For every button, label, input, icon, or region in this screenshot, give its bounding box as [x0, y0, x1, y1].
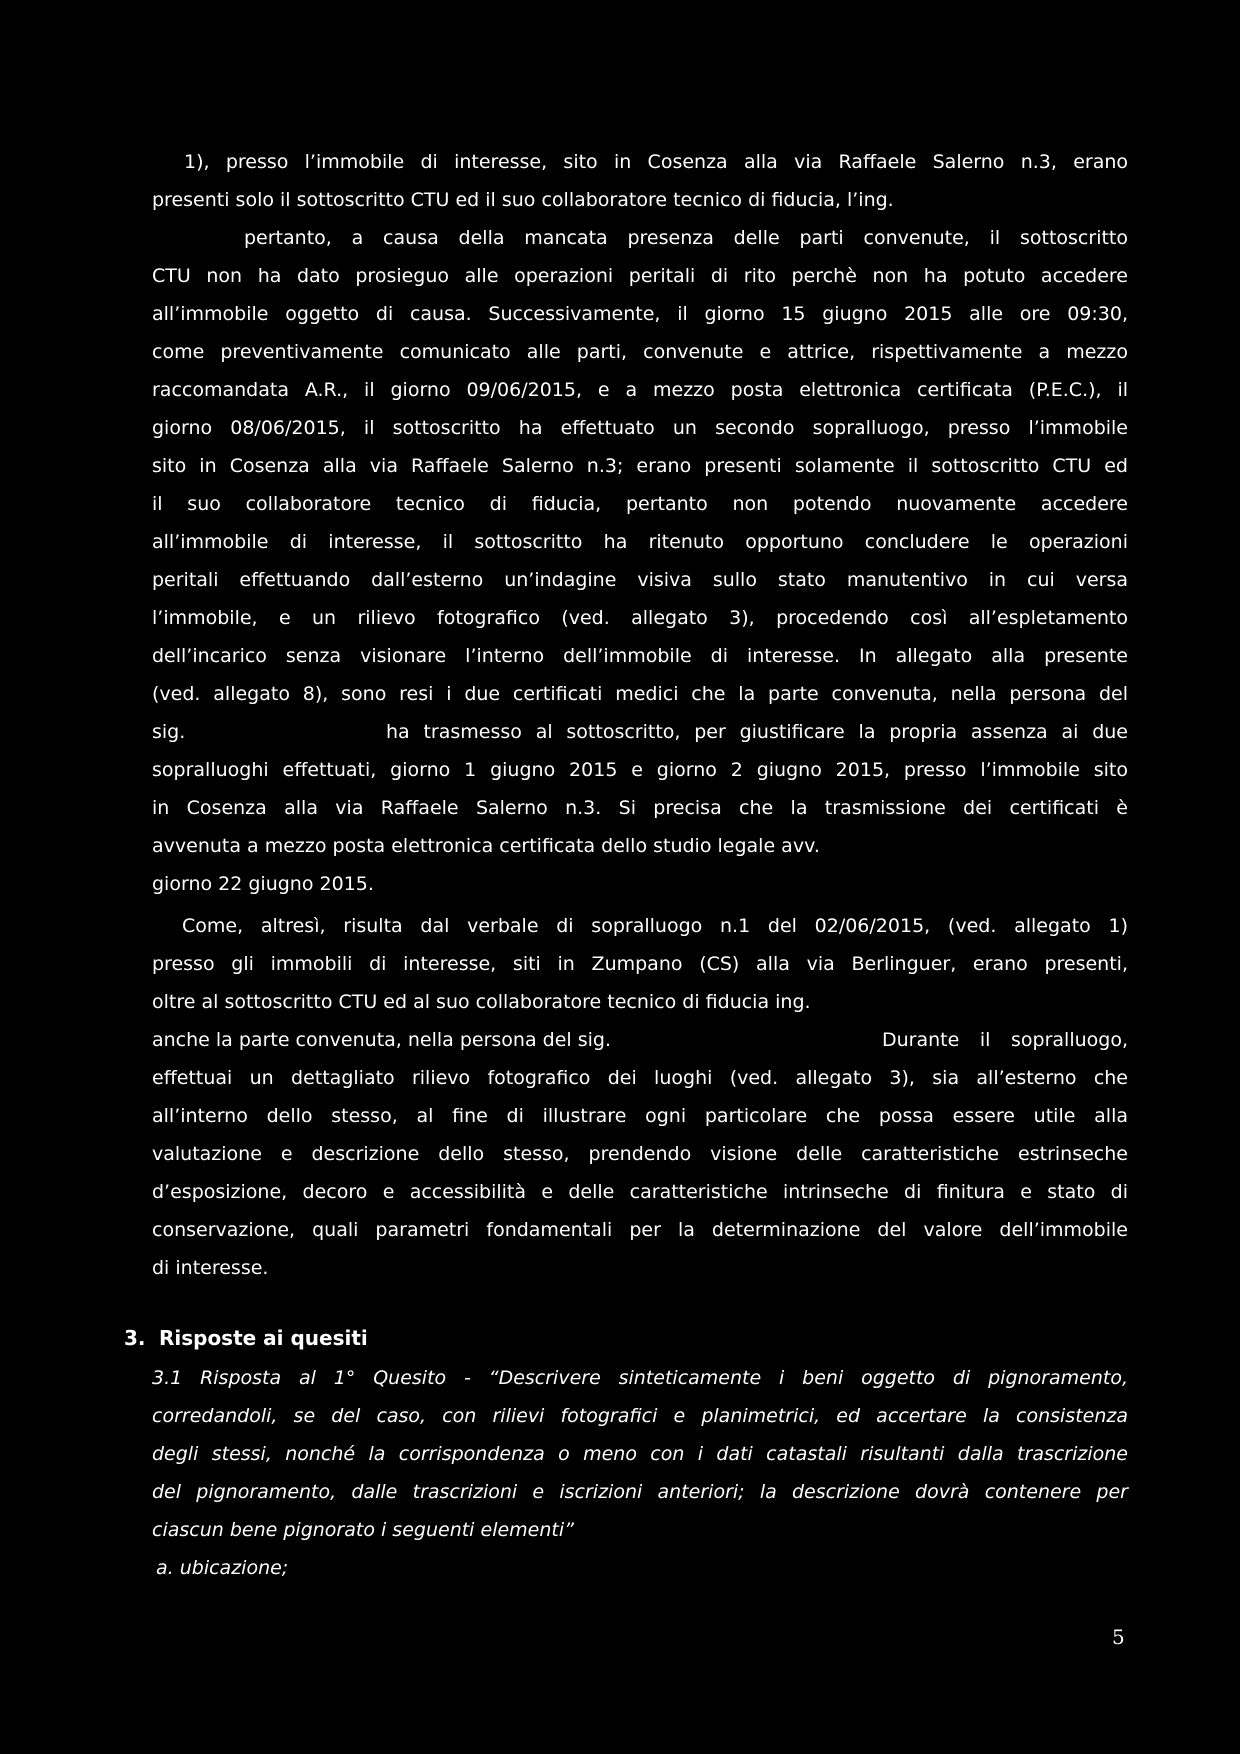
body-line: CTU non ha dato prosieguo alle operazioni peritali di rito perchè non ha potuto accedere: [152, 265, 1128, 287]
section-title: Risposte ai quesiti: [158, 1326, 368, 1350]
body-line: peritali effettuando dall’esterno un’indagine visiva sullo stato manutentivo in cui versa: [152, 569, 1128, 591]
body-line: di interesse.: [152, 1257, 269, 1279]
section-heading: [124, 1326, 368, 1350]
body-line-continued: Durante il sopralluogo,: [882, 1029, 1128, 1051]
question-line: 3.1 Risposta al 1° Quesito - “Descrivere sinteticamente i beni oggetto di pignoramento,: [152, 1367, 1128, 1389]
page-number: 5: [1112, 1625, 1125, 1649]
body-line: avvenuta a mezzo posta elettronica certificata dello studio legale avv.: [152, 835, 820, 857]
body-line: presenti solo il sottoscritto CTU ed il suo collaboratore tecnico di fiducia, l’ing.: [152, 189, 894, 211]
body-line: 1), presso l’immobile di interesse, sito in Cosenza alla via Raffaele Salerno n.3, erano: [184, 151, 1128, 173]
body-line-continued: ha trasmesso al sottoscritto, per giustificare la propria assenza ai due: [386, 721, 1128, 743]
body-line: effettuai un dettagliato rilievo fotografico dei luoghi (ved. allegato 3), sia all’esterno che: [152, 1067, 1128, 1089]
body-line: dell’incarico senza visionare l’interno dell’immobile di interesse. In allegato alla presente: [152, 645, 1128, 667]
body-line: all’interno dello stesso, al fine di illustrare ogni particolare che possa essere utile alla: [152, 1105, 1128, 1127]
body-line: Come, altresì, risulta dal verbale di sopralluogo n.1 del 02/06/2015, (ved. allegato 1): [182, 915, 1128, 937]
body-line: giorno 22 giugno 2015.: [152, 873, 374, 895]
body-line: d’esposizione, decoro e accessibilità e delle caratteristiche intrinseche di finitura e stato di: [152, 1181, 1128, 1203]
body-line: l’immobile, e un rilievo fotografico (ved. allegato 3), procedendo così all’espletamento: [152, 607, 1128, 629]
body-line-start: sig.: [152, 721, 186, 743]
body-line: all’immobile oggetto di causa. Successivamente, il giorno 15 giugno 2015 alle ore 09:30,: [152, 303, 1128, 325]
body-line: sito in Cosenza alla via Raffaele Salerno n.3; erano presenti solamente il sottoscritto CTU ed: [152, 455, 1128, 477]
question-line: ciascun bene pignorato i seguenti elementi”: [152, 1519, 574, 1541]
body-line: valutazione e descrizione dello stesso, prendendo visione delle caratteristiche estrinseche: [152, 1143, 1128, 1165]
body-line: all’immobile di interesse, il sottoscritto ha ritenuto opportuno concludere le operazioni: [152, 531, 1128, 553]
body-line: oltre al sottoscritto CTU ed al suo collaboratore tecnico di fiducia ing.: [152, 991, 811, 1013]
body-line: sopralluoghi effettuati, giorno 1 giugno 2015 e giorno 2 giugno 2015, presso l’immobile sito: [152, 759, 1128, 781]
body-line: (ved. allegato 8), sono resi i due certificati medici che la parte convenuta, nella persona del: [152, 683, 1128, 705]
body-line: raccomandata A.R., il giorno 09/06/2015, e a mezzo posta elettronica certificata (P.E.C.), il: [152, 379, 1128, 401]
question-line: corredandoli, se del caso, con rilievi fotografici e planimetrici, ed accertare la consistenza: [152, 1405, 1128, 1427]
body-line: come preventivamente comunicato alle parti, convenute e attrice, rispettivamente a mezzo: [152, 341, 1128, 363]
body-line: presso gli immobili di interesse, siti in Zumpano (CS) alla via Berlinguer, erano presenti,: [152, 953, 1128, 975]
body-line: conservazione, quali parametri fondamentali per la determinazione del valore dell’immobile: [152, 1219, 1128, 1241]
list-item-ubicazione: a. ubicazione;: [156, 1557, 289, 1579]
question-line: degli stessi, nonché la corrispondenza o meno con i dati catastali risultanti dalla trascrizione: [152, 1443, 1128, 1465]
body-line-start: anche la parte convenuta, nella persona del sig.: [152, 1029, 611, 1051]
section-number: 3.: [124, 1326, 146, 1350]
body-line: il suo collaboratore tecnico di fiducia, pertanto non potendo nuovamente accedere: [152, 493, 1128, 515]
body-line: giorno 08/06/2015, il sottoscritto ha effettuato un secondo sopralluogo, presso l’immobile: [152, 417, 1128, 439]
body-line: in Cosenza alla via Raffaele Salerno n.3. Si precisa che la trasmissione dei certificati è: [152, 797, 1128, 819]
question-line: del pignoramento, dalle trascrizioni e iscrizioni anteriori; la descrizione dovrà contenere per: [152, 1481, 1128, 1503]
body-line: pertanto, a causa della mancata presenza delle parti convenute, il sottoscritto: [244, 227, 1128, 249]
